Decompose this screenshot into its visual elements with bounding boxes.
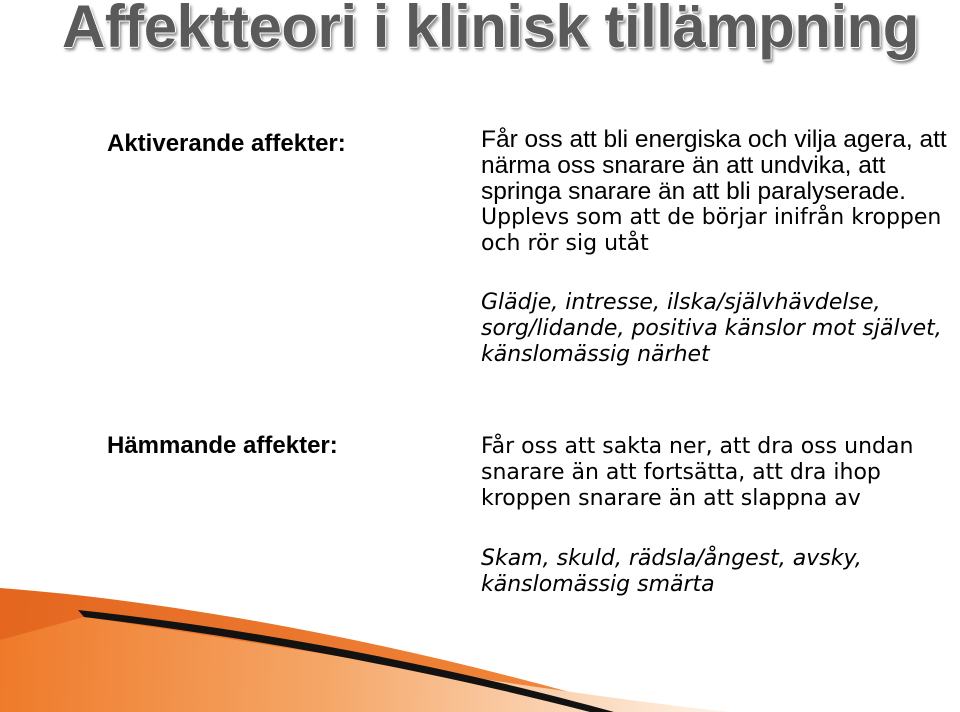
description-line: springa snarare än att bli paralyserade. <box>481 178 906 205</box>
inhibiting-affects-label: Hämmande affekter: <box>107 432 338 459</box>
description-line: närma oss snarare än att undvika, att <box>481 152 886 179</box>
activating-affects-description <box>481 127 953 257</box>
description-line: Får oss att bli energiska och vilja agera, att <box>481 126 947 153</box>
examples-line: Glädje, intresse, ilska/självhävdelse, <box>481 290 881 315</box>
examples-line: sorg/lidande, positiva känslor mot självet, <box>481 316 942 341</box>
examples-line: känslomässig närhet <box>481 342 710 367</box>
description-line: Upplevs som att de börjar inifrån kroppen <box>481 205 942 230</box>
light-swoosh-band <box>0 617 730 712</box>
inhibiting-affects-examples <box>481 546 953 598</box>
examples-line: Skam, skuld, rädsla/ångest, avsky, <box>481 546 862 571</box>
description-line: snarare än att fortsätta, att dra ihop <box>481 460 881 485</box>
examples-line: känslomässig smärta <box>481 572 715 597</box>
description-line: och rör sig utåt <box>481 231 649 256</box>
activating-affects-label: Aktiverande affekter: <box>107 130 346 157</box>
slide-title: Affektteori i klinisk tillämpning <box>62 0 919 60</box>
activating-affects-examples <box>481 290 953 368</box>
description-line: kroppen snarare än att slappna av <box>481 486 861 511</box>
description-line: Får oss att sakta ner, att dra oss undan <box>481 434 914 459</box>
inhibiting-affects-description <box>481 434 953 512</box>
